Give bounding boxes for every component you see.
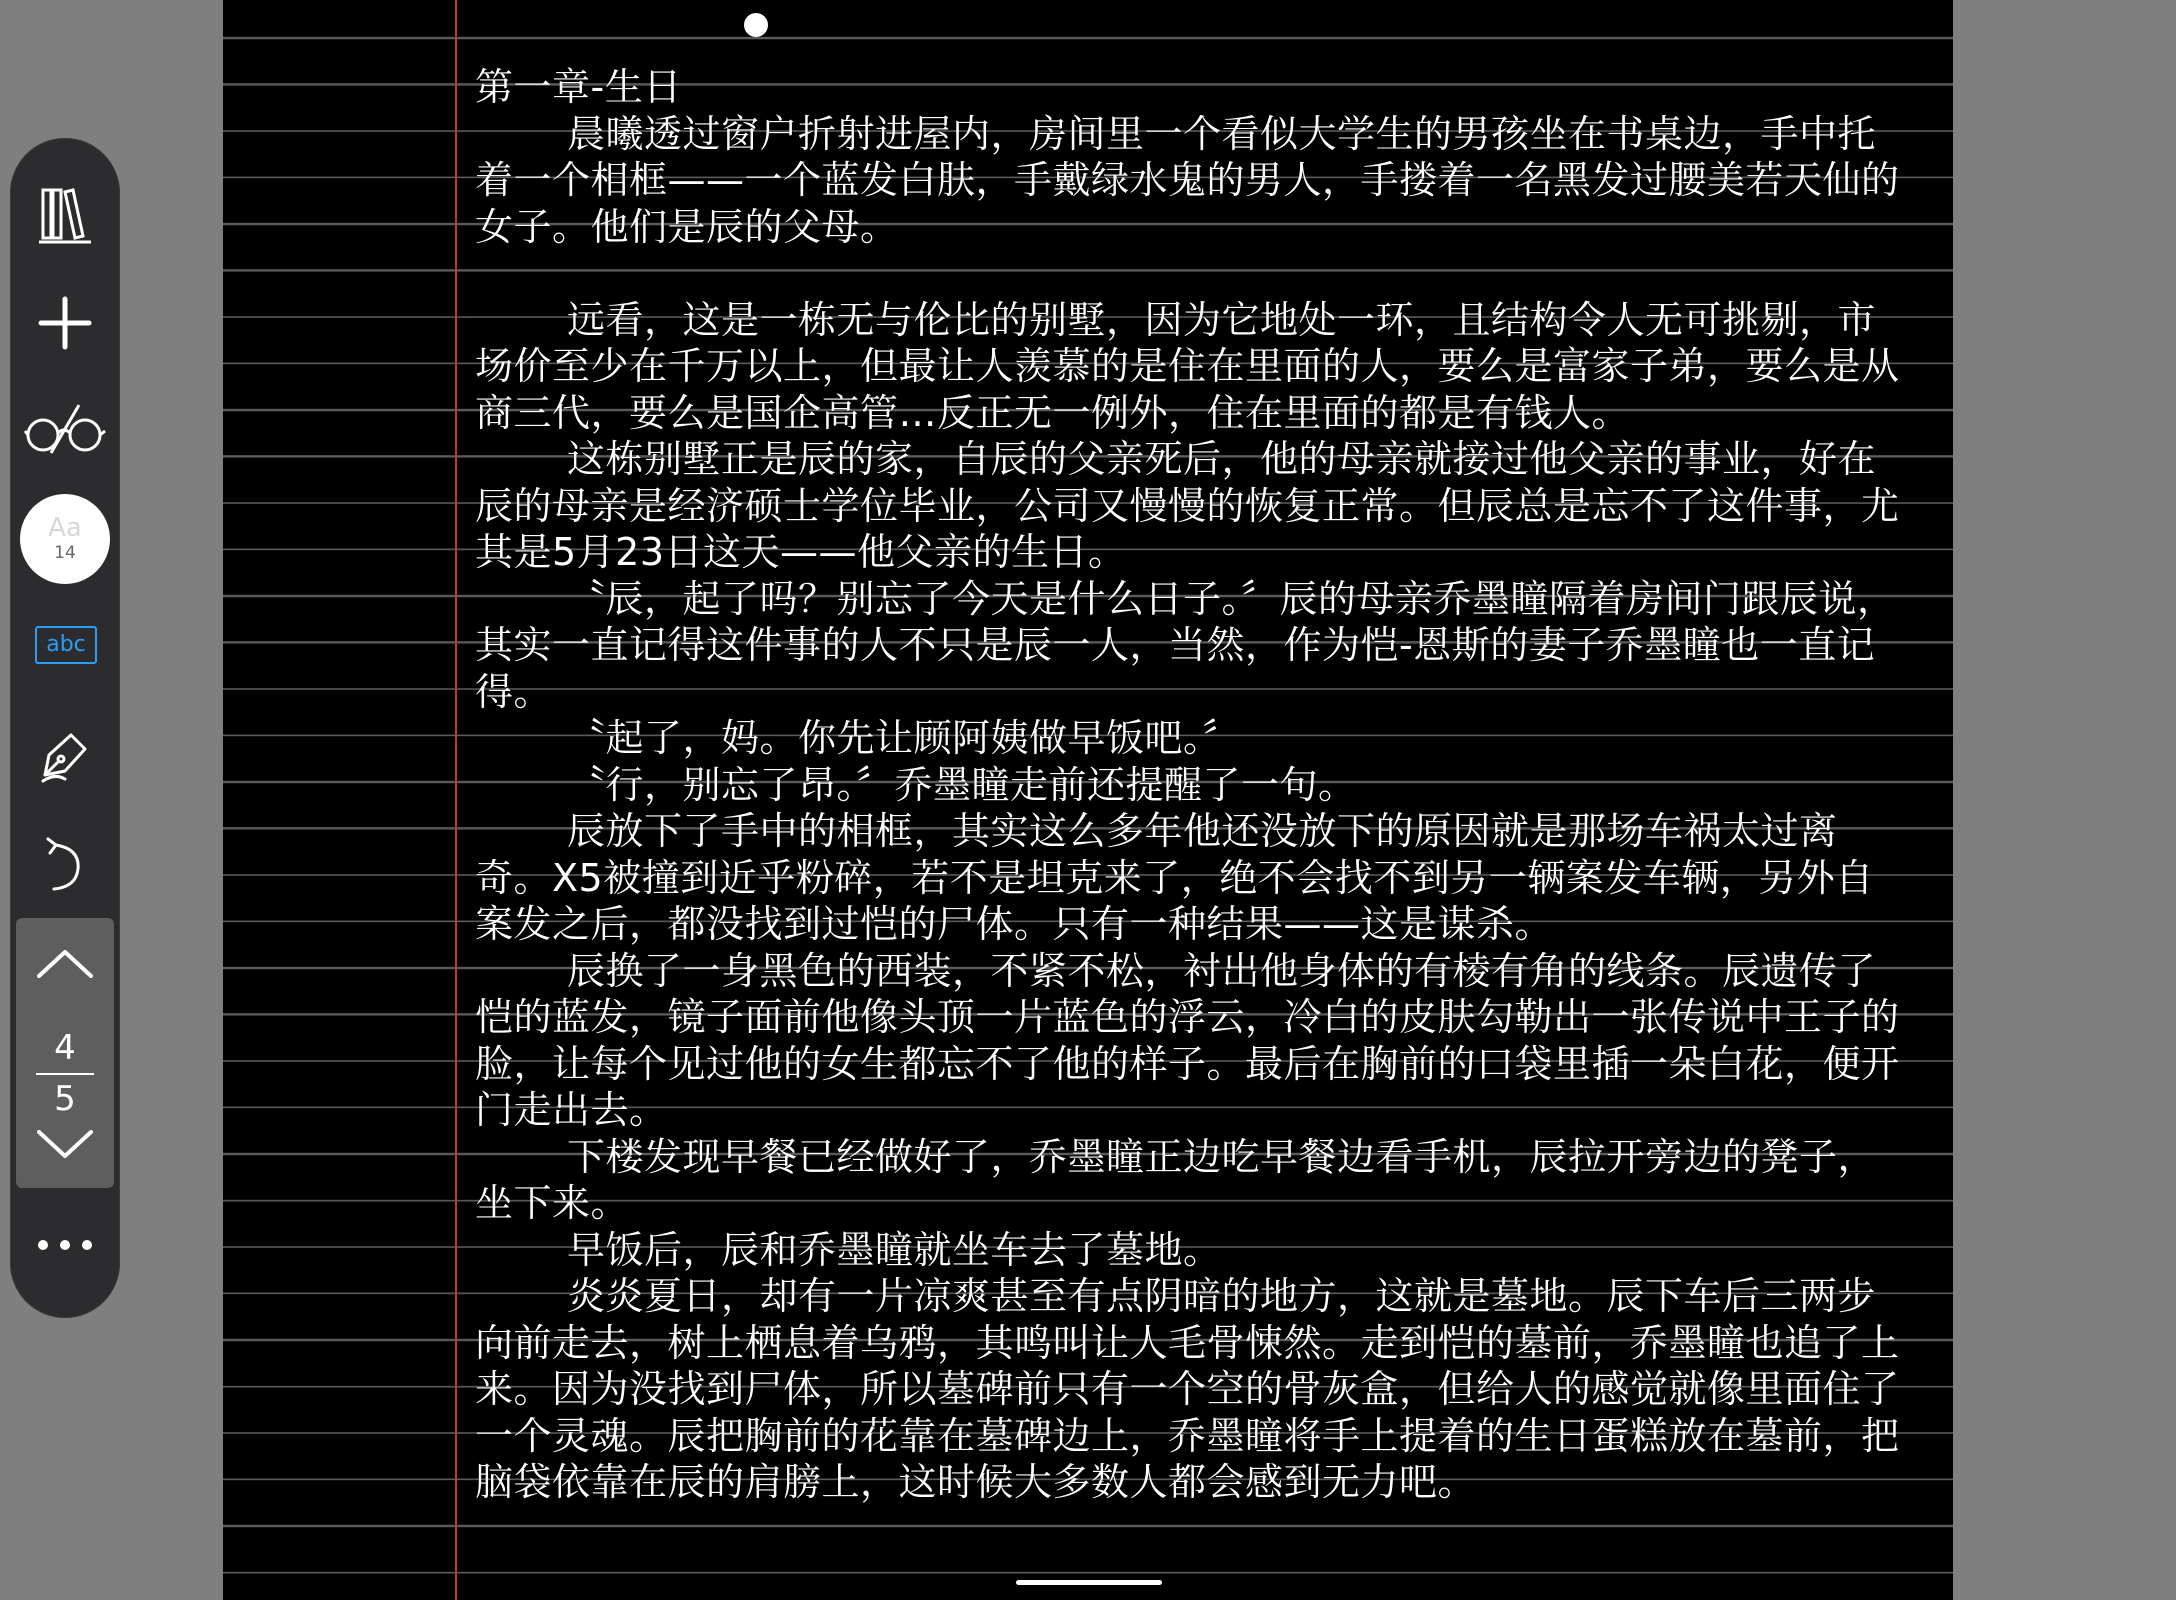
margin-line: [455, 0, 457, 1600]
paragraph: 这栋别墅正是辰的家，自辰的父亲死后，他的母亲就接过他父亲的事业，好在辰的母亲是经济硕士学位毕业，公司又慢慢的恢复正常。但辰总是忘不了这件事，尤其是5月23日这天——他父亲的生日。: [475, 437, 1900, 574]
paragraph: 下楼发现早餐已经做好了，乔墨瞳正边吃早餐边看手机，辰拉开旁边的凳子，坐下来。: [475, 1134, 1877, 1225]
add-icon[interactable]: [10, 278, 120, 368]
abc-icon[interactable]: abc: [35, 626, 97, 664]
library-icon[interactable]: [10, 170, 120, 260]
pen-icon[interactable]: [10, 710, 120, 800]
paragraph: 〝辰，起了吗？别忘了今天是什么日子。〞辰的母亲乔墨瞳隔着房间门跟辰说，其实一直记得这件事的人不只是辰一人，当然，作为恺-恩斯的妻子乔墨瞳也一直记得。: [475, 576, 1896, 714]
more-icon[interactable]: [10, 1200, 120, 1290]
font-size-value: 14: [54, 543, 76, 563]
page-indicator-dot: [744, 13, 768, 37]
home-indicator[interactable]: [1016, 1580, 1162, 1585]
chapter-title: 第一章-生日: [475, 65, 682, 109]
notebook-page[interactable]: [223, 0, 1953, 1600]
paragraph: 早饭后，辰和乔墨瞳就坐车去了墓地。: [567, 1227, 1222, 1272]
current-page: 4: [54, 1028, 76, 1068]
document-text[interactable]: [475, 64, 1905, 1506]
total-pages: 5: [54, 1079, 76, 1119]
paragraph: 辰换了一身黑色的西装，不紧不松，衬出他身体的有棱有角的线条。辰遗传了恺的蓝发，镜子面前他像头顶一片蓝色的浮云，冷白的皮肤勾勒出一张传说中王子的脸，让每个见过他的女生都忘不了他的样子。最后在胸前的口袋里插一朵白花，便开门走出去。: [475, 948, 1900, 1132]
paragraph: 〝行，别忘了昂。〞乔墨瞳走前还提醒了一句。: [567, 762, 1357, 807]
page-divider: [36, 1073, 94, 1075]
paragraph: 晨曦透过窗户折射进屋内，房间里一个看似大学生的男孩坐在书桌边，手中托着一个相框——一个蓝发白肤，手戴绿水鬼的男人，手搂着一名黑发过腰美若天仙的女子。他们是辰的父母。: [475, 111, 1900, 249]
paragraph: 辰放下了手中的相框，其实这么多年他还没放下的原因就是那场车祸太过离奇。X5被撞到近乎粉碎，若不是坦克来了，绝不会找不到另一辆案发车辆，另外自案发之后，都没找到过恺的尸体。只有一种结果——这是谋杀。: [475, 809, 1874, 946]
paragraph: [475, 250, 1905, 297]
side-toolbar: [10, 138, 120, 1318]
font-size-icon: Aa: [48, 513, 82, 543]
chevron-down-icon[interactable]: [35, 1120, 95, 1170]
font-size-button[interactable]: [20, 494, 110, 584]
page-navigator: [16, 918, 114, 1188]
paragraph: 远看，这是一栋无与伦比的别墅，因为它地处一环，且结构令人无可挑剔，市场价至少在千万以上，但最让人羡慕的是住在里面的人，要么是富家子弟，要么是从商三代，要么是国企高管…反正无一例外，住在里面的都是有钱人。: [475, 297, 1900, 435]
undo-icon[interactable]: [10, 820, 120, 910]
paragraph: 炎炎夏日，却有一片凉爽甚至有点阴暗的地方，这就是墓地。辰下车后三两步向前走去，树上栖息着乌鸦，其鸣叫让人毛骨悚然。走到恺的墓前，乔墨瞳也追了上来。因为没找到尸体，所以墓碑前只有一个空的骨灰盒，但给人的感觉就像里面住了一个灵魂。辰把胸前的花靠在墓碑边上，乔墨瞳将手上提着的生日蛋糕放在墓前，把脑袋依靠在辰的肩膀上，这时候大多数人都会感到无力吧。: [475, 1274, 1900, 1504]
glasses-icon[interactable]: [10, 384, 120, 474]
chevron-up-icon[interactable]: [35, 938, 95, 988]
paragraph: 〝起了，妈。你先让顾阿姨做早饭吧。〞: [567, 716, 1242, 760]
